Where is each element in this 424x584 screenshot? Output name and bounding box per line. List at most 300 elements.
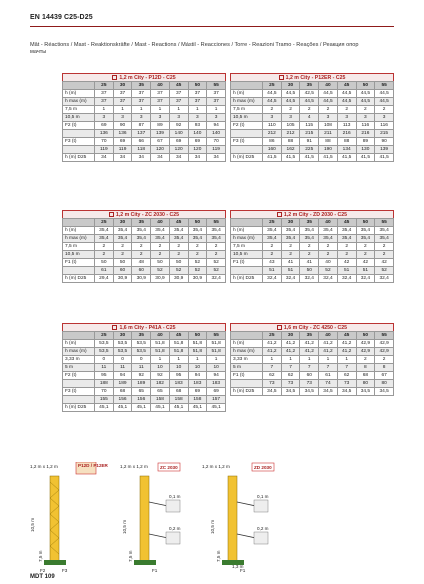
table-cell: 37 [132, 98, 151, 106]
table-cell: 2 [281, 251, 300, 259]
table-cell: 35,4 [319, 227, 338, 235]
table-cell: 73 [263, 380, 282, 388]
table-title [230, 73, 394, 81]
row-label: h max (m) [231, 98, 263, 106]
table-row [231, 267, 394, 275]
table-body [62, 331, 226, 412]
table-row [63, 227, 226, 235]
table-cell: 0 [95, 356, 114, 364]
header-corner [231, 332, 263, 340]
table-row [63, 372, 226, 380]
column-header: 40 [319, 219, 338, 227]
table-cell: 30,9 [113, 275, 132, 283]
table-cell: 45,1 [113, 404, 132, 412]
table-cell: 2 [169, 243, 188, 251]
table-cell: 35,4 [300, 227, 319, 235]
header-corner [231, 219, 263, 227]
table-cell: 41,2 [300, 348, 319, 356]
table-row [231, 251, 394, 259]
table-cell: 2 [356, 243, 375, 251]
table-cell: 52 [207, 267, 226, 275]
table-cell: 32,4 [281, 275, 300, 283]
table-row [231, 98, 394, 106]
table-row [63, 364, 226, 372]
table-cell: 34 [151, 154, 170, 162]
mast-section-icon [279, 75, 284, 80]
table-cell: 50 [113, 259, 132, 267]
table-cell: 53,5 [132, 340, 151, 348]
table-row [63, 267, 226, 275]
table-cell: 53,5 [113, 340, 132, 348]
table-cell: 216 [337, 130, 356, 138]
row-label: 5 m [231, 364, 263, 372]
table-cell: 37 [113, 98, 132, 106]
table-cell: 155 [95, 396, 114, 404]
column-header: 50 [188, 332, 207, 340]
table-row [231, 138, 394, 146]
table-cell: 61 [95, 267, 114, 275]
table-cell: 53,5 [113, 348, 132, 356]
table-cell: 0 [113, 356, 132, 364]
table-cell: 73 [337, 380, 356, 388]
diagram-3-offset-1: 0,1 m [257, 494, 269, 499]
column-header: 55 [207, 219, 226, 227]
table-cell: 44,5 [356, 90, 375, 98]
table-cell: 216 [356, 130, 375, 138]
table-cell: 51,8 [207, 348, 226, 356]
table-cell: 140 [169, 130, 188, 138]
table-cell: 53,5 [95, 348, 114, 356]
table-cell: 2 [319, 243, 338, 251]
table-cell: 190 [319, 146, 338, 154]
table-cell: 35,4 [95, 227, 114, 235]
table-cell: 87 [132, 122, 151, 130]
table-cell: 35,4 [337, 227, 356, 235]
table-cell: 189 [132, 380, 151, 388]
table-cell: 73 [300, 380, 319, 388]
table-cell: 41,2 [263, 348, 282, 356]
table-cell: 45,1 [169, 404, 188, 412]
column-header: 35 [300, 82, 319, 90]
table-cell: 10 [169, 364, 188, 372]
diagram-1-force-a: F2 [40, 568, 46, 573]
table-cell: 183 [207, 380, 226, 388]
table-row [231, 372, 394, 380]
table-cell: 61 [319, 372, 338, 380]
table-cell: 1 [169, 106, 188, 114]
table-cell: 41,5 [375, 154, 394, 162]
table-cell: 2 [375, 243, 394, 251]
diagram-3-badge: ZD 2030 [254, 465, 272, 470]
table-cell: 35,4 [263, 235, 282, 243]
table-cell: 3 [281, 114, 300, 122]
table-cell: 41,5 [337, 154, 356, 162]
table-row [231, 380, 394, 388]
table-cell: 44,5 [263, 98, 282, 106]
table-cell: 3 [319, 114, 338, 122]
column-header: 55 [207, 82, 226, 90]
column-header: 50 [356, 219, 375, 227]
table-cell: 42 [356, 259, 375, 267]
table-row [63, 235, 226, 243]
table-cell: 44,5 [375, 98, 394, 106]
row-label: F2 (t) [63, 122, 95, 130]
table-cell: 2 [188, 243, 207, 251]
table-cell: 3 [263, 114, 282, 122]
table-cell: 1 [132, 106, 151, 114]
table-cell: 8 [356, 364, 375, 372]
row-label [63, 146, 95, 154]
column-header: 45 [169, 82, 188, 90]
table-cell: 34,5 [375, 388, 394, 396]
table-cell: 1 [337, 356, 356, 364]
table-cell: 0 [132, 356, 151, 364]
table-cell: 35,4 [169, 235, 188, 243]
table-cell: 35,4 [207, 235, 226, 243]
table-cell: 215 [375, 130, 394, 138]
table-cell: 158 [188, 396, 207, 404]
table-row [63, 243, 226, 251]
table-cell: 119 [113, 146, 132, 154]
table-cell: 42 [375, 259, 394, 267]
table-cell: 32,4 [300, 275, 319, 283]
table-cell: 60 [113, 267, 132, 275]
table-cell: 41,2 [337, 340, 356, 348]
diagram-3-force: F1 [240, 568, 246, 573]
table-row [63, 90, 226, 98]
table-cell: 30,9 [151, 275, 170, 283]
page-title: EN 14439 C25-D25 [30, 14, 93, 21]
table-cell: 2 [356, 106, 375, 114]
table-body [230, 331, 394, 396]
table-row [63, 396, 226, 404]
table-cell: 42,9 [356, 348, 375, 356]
table-cell: 37 [169, 90, 188, 98]
column-header: 30 [113, 332, 132, 340]
table-cell: 2 [356, 251, 375, 259]
table-cell: 94 [207, 372, 226, 380]
table-cell: 2 [337, 106, 356, 114]
table-cell: 3 [132, 114, 151, 122]
table-cell: 45,1 [95, 404, 114, 412]
row-label: F3 (t) [63, 138, 95, 146]
column-header: 45 [337, 332, 356, 340]
table-cell: 2 [375, 106, 394, 114]
title-rule [30, 26, 394, 27]
column-header: 25 [95, 332, 114, 340]
table-cell: 40 [319, 259, 338, 267]
table-cell: 2 [337, 243, 356, 251]
table-cell: 34 [169, 154, 188, 162]
table-cell: 92 [169, 122, 188, 130]
table-cell: 37 [95, 98, 114, 106]
table-cell: 2 [95, 251, 114, 259]
table-cell: 50 [169, 259, 188, 267]
table-cell: 35,4 [169, 227, 188, 235]
table-row [231, 340, 394, 348]
table-cell: 2 [151, 243, 170, 251]
table-cell: 52 [375, 267, 394, 275]
column-header: 25 [95, 82, 114, 90]
table-cell: 67 [151, 138, 170, 146]
table-cell: 2 [337, 251, 356, 259]
row-label: h (m) [63, 340, 95, 348]
table-row [231, 348, 394, 356]
table-cell: 35,4 [132, 227, 151, 235]
table-cell: 119 [95, 146, 114, 154]
table-cell: 35,4 [95, 235, 114, 243]
table-cell: 51 [337, 267, 356, 275]
table-title [230, 323, 394, 331]
column-header: 45 [337, 219, 356, 227]
table-cell: 34,5 [337, 388, 356, 396]
table-cell: 35,4 [375, 227, 394, 235]
column-header: 55 [375, 219, 394, 227]
table-cell: 215 [300, 130, 319, 138]
column-header: 40 [319, 82, 338, 90]
table-cell: 89 [356, 138, 375, 146]
table-cell: 44,5 [281, 90, 300, 98]
row-label: h max (m) [231, 348, 263, 356]
column-header: 40 [151, 82, 170, 90]
table-cell: 94 [113, 372, 132, 380]
row-label [63, 130, 95, 138]
diagram-3-offset-2: 0,2 m [257, 526, 269, 531]
column-header: 30 [113, 219, 132, 227]
table-cell: 2 [375, 251, 394, 259]
row-label: 10,5 m [63, 114, 95, 122]
table-row [231, 227, 394, 235]
column-header: 30 [281, 82, 300, 90]
table-cell: 10 [188, 364, 207, 372]
table-cell: 93 [188, 122, 207, 130]
table-cell: 2 [132, 251, 151, 259]
table-row [231, 154, 394, 162]
table-title-text: 1,2 m City - P12ER - C25 [285, 75, 346, 81]
table-cell: 7 [319, 364, 338, 372]
diagram-1-height-1: 10,5 m [30, 517, 35, 532]
row-label: h (m) [231, 227, 263, 235]
table-cell: 8 [375, 364, 394, 372]
row-label [63, 267, 95, 275]
diagram-zd [202, 463, 274, 573]
table-cell: 51,8 [188, 340, 207, 348]
table-cell: 50 [95, 259, 114, 267]
diagram-1-top-label: 1,2 m x 1,2 m [30, 464, 58, 469]
column-header: 25 [95, 219, 114, 227]
table-cell: 2 [319, 251, 338, 259]
table-cell: 80 [375, 380, 394, 388]
table-cell: 41,2 [263, 340, 282, 348]
table-cell: 156 [113, 396, 132, 404]
table-row [231, 114, 394, 122]
mast-section-icon [109, 212, 114, 217]
diagram-2-top-label: 1,2 m x 1,2 m [120, 464, 148, 469]
table-cell: 45,1 [188, 404, 207, 412]
table-cell: 2 [263, 106, 282, 114]
table-cell: 95 [169, 372, 188, 380]
table-cell: 94 [188, 372, 207, 380]
table-cell: 69 [207, 388, 226, 396]
row-label: h (m) D25 [63, 275, 95, 283]
table-row [63, 146, 226, 154]
table-cell: 68 [169, 388, 188, 396]
diagram-1-force-b: F3 [62, 568, 68, 573]
row-label: h (m) D25 [231, 388, 263, 396]
row-label [231, 267, 263, 275]
table-cell: 115 [300, 122, 319, 130]
table-cell: 37 [113, 90, 132, 98]
table-cell: 35,4 [207, 227, 226, 235]
table-cell: 116 [375, 122, 394, 130]
table-row [63, 388, 226, 396]
table-cell: 37 [95, 90, 114, 98]
table-cell: 157 [207, 396, 226, 404]
table-cell: 1 [281, 356, 300, 364]
table-cell: 1 [169, 356, 188, 364]
row-label [231, 130, 263, 138]
table-cell: 37 [207, 90, 226, 98]
table-cell: 65 [151, 388, 170, 396]
row-label: h (m) [231, 340, 263, 348]
row-label: F2 (t) [63, 372, 95, 380]
row-label [231, 146, 263, 154]
table-cell: 41 [281, 259, 300, 267]
table-cell: 35,4 [188, 235, 207, 243]
table-cell: 68 [113, 388, 132, 396]
table-row [63, 356, 226, 364]
table-cell: 69 [113, 138, 132, 146]
diagram-3-top-label: 1,2 m x 1,2 m [202, 464, 230, 469]
table-cell: 37 [132, 90, 151, 98]
column-header: 40 [151, 332, 170, 340]
column-header: 45 [169, 332, 188, 340]
table-cell: 139 [375, 146, 394, 154]
table-cell: 62 [263, 372, 282, 380]
table-cell: 1 [207, 106, 226, 114]
table-cell: 69 [95, 122, 114, 130]
table-cell: 51,8 [169, 340, 188, 348]
diagram-2-height-2: 7,5 m [128, 550, 133, 562]
table-cell: 118 [132, 146, 151, 154]
table-cell: 116 [356, 122, 375, 130]
table-cell: 2 [113, 243, 132, 251]
diagram-p12 [30, 462, 109, 573]
table-cell: 73 [281, 380, 300, 388]
table-title-text: 1,6 m City - ZC 4250 - C25 [283, 325, 348, 331]
table-row [63, 348, 226, 356]
column-header: 55 [375, 332, 394, 340]
table-cell: 212 [263, 130, 282, 138]
table-cell: 37 [188, 90, 207, 98]
table-cell: 189 [113, 380, 132, 388]
table-cell: 34,5 [300, 388, 319, 396]
table-cell: 211 [319, 130, 338, 138]
table-cell: 158 [169, 396, 188, 404]
table-cell: 92 [132, 372, 151, 380]
table-cell: 30,9 [132, 275, 151, 283]
table-cell: 70 [95, 388, 114, 396]
table-cell: 34 [113, 154, 132, 162]
table-cell: 91 [300, 138, 319, 146]
table-cell: 108 [319, 122, 338, 130]
mast-section-icon [112, 75, 117, 80]
table-title [230, 210, 394, 218]
table-body [230, 218, 394, 283]
row-label [63, 396, 95, 404]
table-cell: 1 [151, 106, 170, 114]
table-cell: 42,9 [375, 348, 394, 356]
table-cell: 45,1 [207, 404, 226, 412]
table-cell: 35,4 [132, 235, 151, 243]
row-label: 5 m [63, 364, 95, 372]
table-cell: 2 [188, 251, 207, 259]
table-cell: 44,5 [337, 90, 356, 98]
table-row [231, 259, 394, 267]
table-row [231, 275, 394, 283]
table-cell: 86 [263, 138, 282, 146]
table-cell: 105 [281, 122, 300, 130]
table-row [63, 106, 226, 114]
table-cell: 1 [300, 356, 319, 364]
table-cell: 34,5 [263, 388, 282, 396]
table-cell: 120 [169, 146, 188, 154]
table-cell: 32,4 [319, 275, 338, 283]
table-row [63, 380, 226, 388]
table-cell: 2 [95, 243, 114, 251]
table-cell: 32,4 [263, 275, 282, 283]
table-cell: 51,8 [151, 348, 170, 356]
table-cell: 41,2 [281, 340, 300, 348]
table-cell: 68 [356, 372, 375, 380]
table-cell: 41,2 [300, 340, 319, 348]
column-header: 50 [356, 82, 375, 90]
table-cell: 1 [188, 106, 207, 114]
table-cell: 67 [375, 372, 394, 380]
table-cell: 7 [337, 364, 356, 372]
column-header: 50 [188, 219, 207, 227]
table-cell: 44,5 [281, 98, 300, 106]
table-cell: 41,2 [319, 340, 338, 348]
diagram-1-height-2: 7,5 m [38, 550, 43, 562]
row-label [231, 380, 263, 388]
column-header: 40 [319, 332, 338, 340]
table-cell: 134 [337, 146, 356, 154]
table-cell: 4 [300, 114, 319, 122]
column-header: 30 [281, 332, 300, 340]
table-cell: 45,1 [132, 404, 151, 412]
table-cell: 3 [151, 114, 170, 122]
table-cell: 7 [281, 364, 300, 372]
reaction-table-5 [62, 323, 226, 412]
column-header: 55 [375, 82, 394, 90]
table-cell: 66 [132, 138, 151, 146]
table-cell: 2 [113, 251, 132, 259]
table-cell: 51 [281, 267, 300, 275]
table-cell: 52 [188, 259, 207, 267]
table-cell: 35,4 [300, 235, 319, 243]
table-cell: 41,2 [319, 348, 338, 356]
table-row [231, 364, 394, 372]
table-cell: 35,4 [151, 235, 170, 243]
table-cell: 32,4 [337, 275, 356, 283]
table-cell: 41,2 [281, 348, 300, 356]
row-label: 7,5 m [63, 106, 95, 114]
table-row [231, 90, 394, 98]
table-row [63, 130, 226, 138]
table-cell: 52 [207, 259, 226, 267]
row-label: 3,33 m [63, 356, 95, 364]
